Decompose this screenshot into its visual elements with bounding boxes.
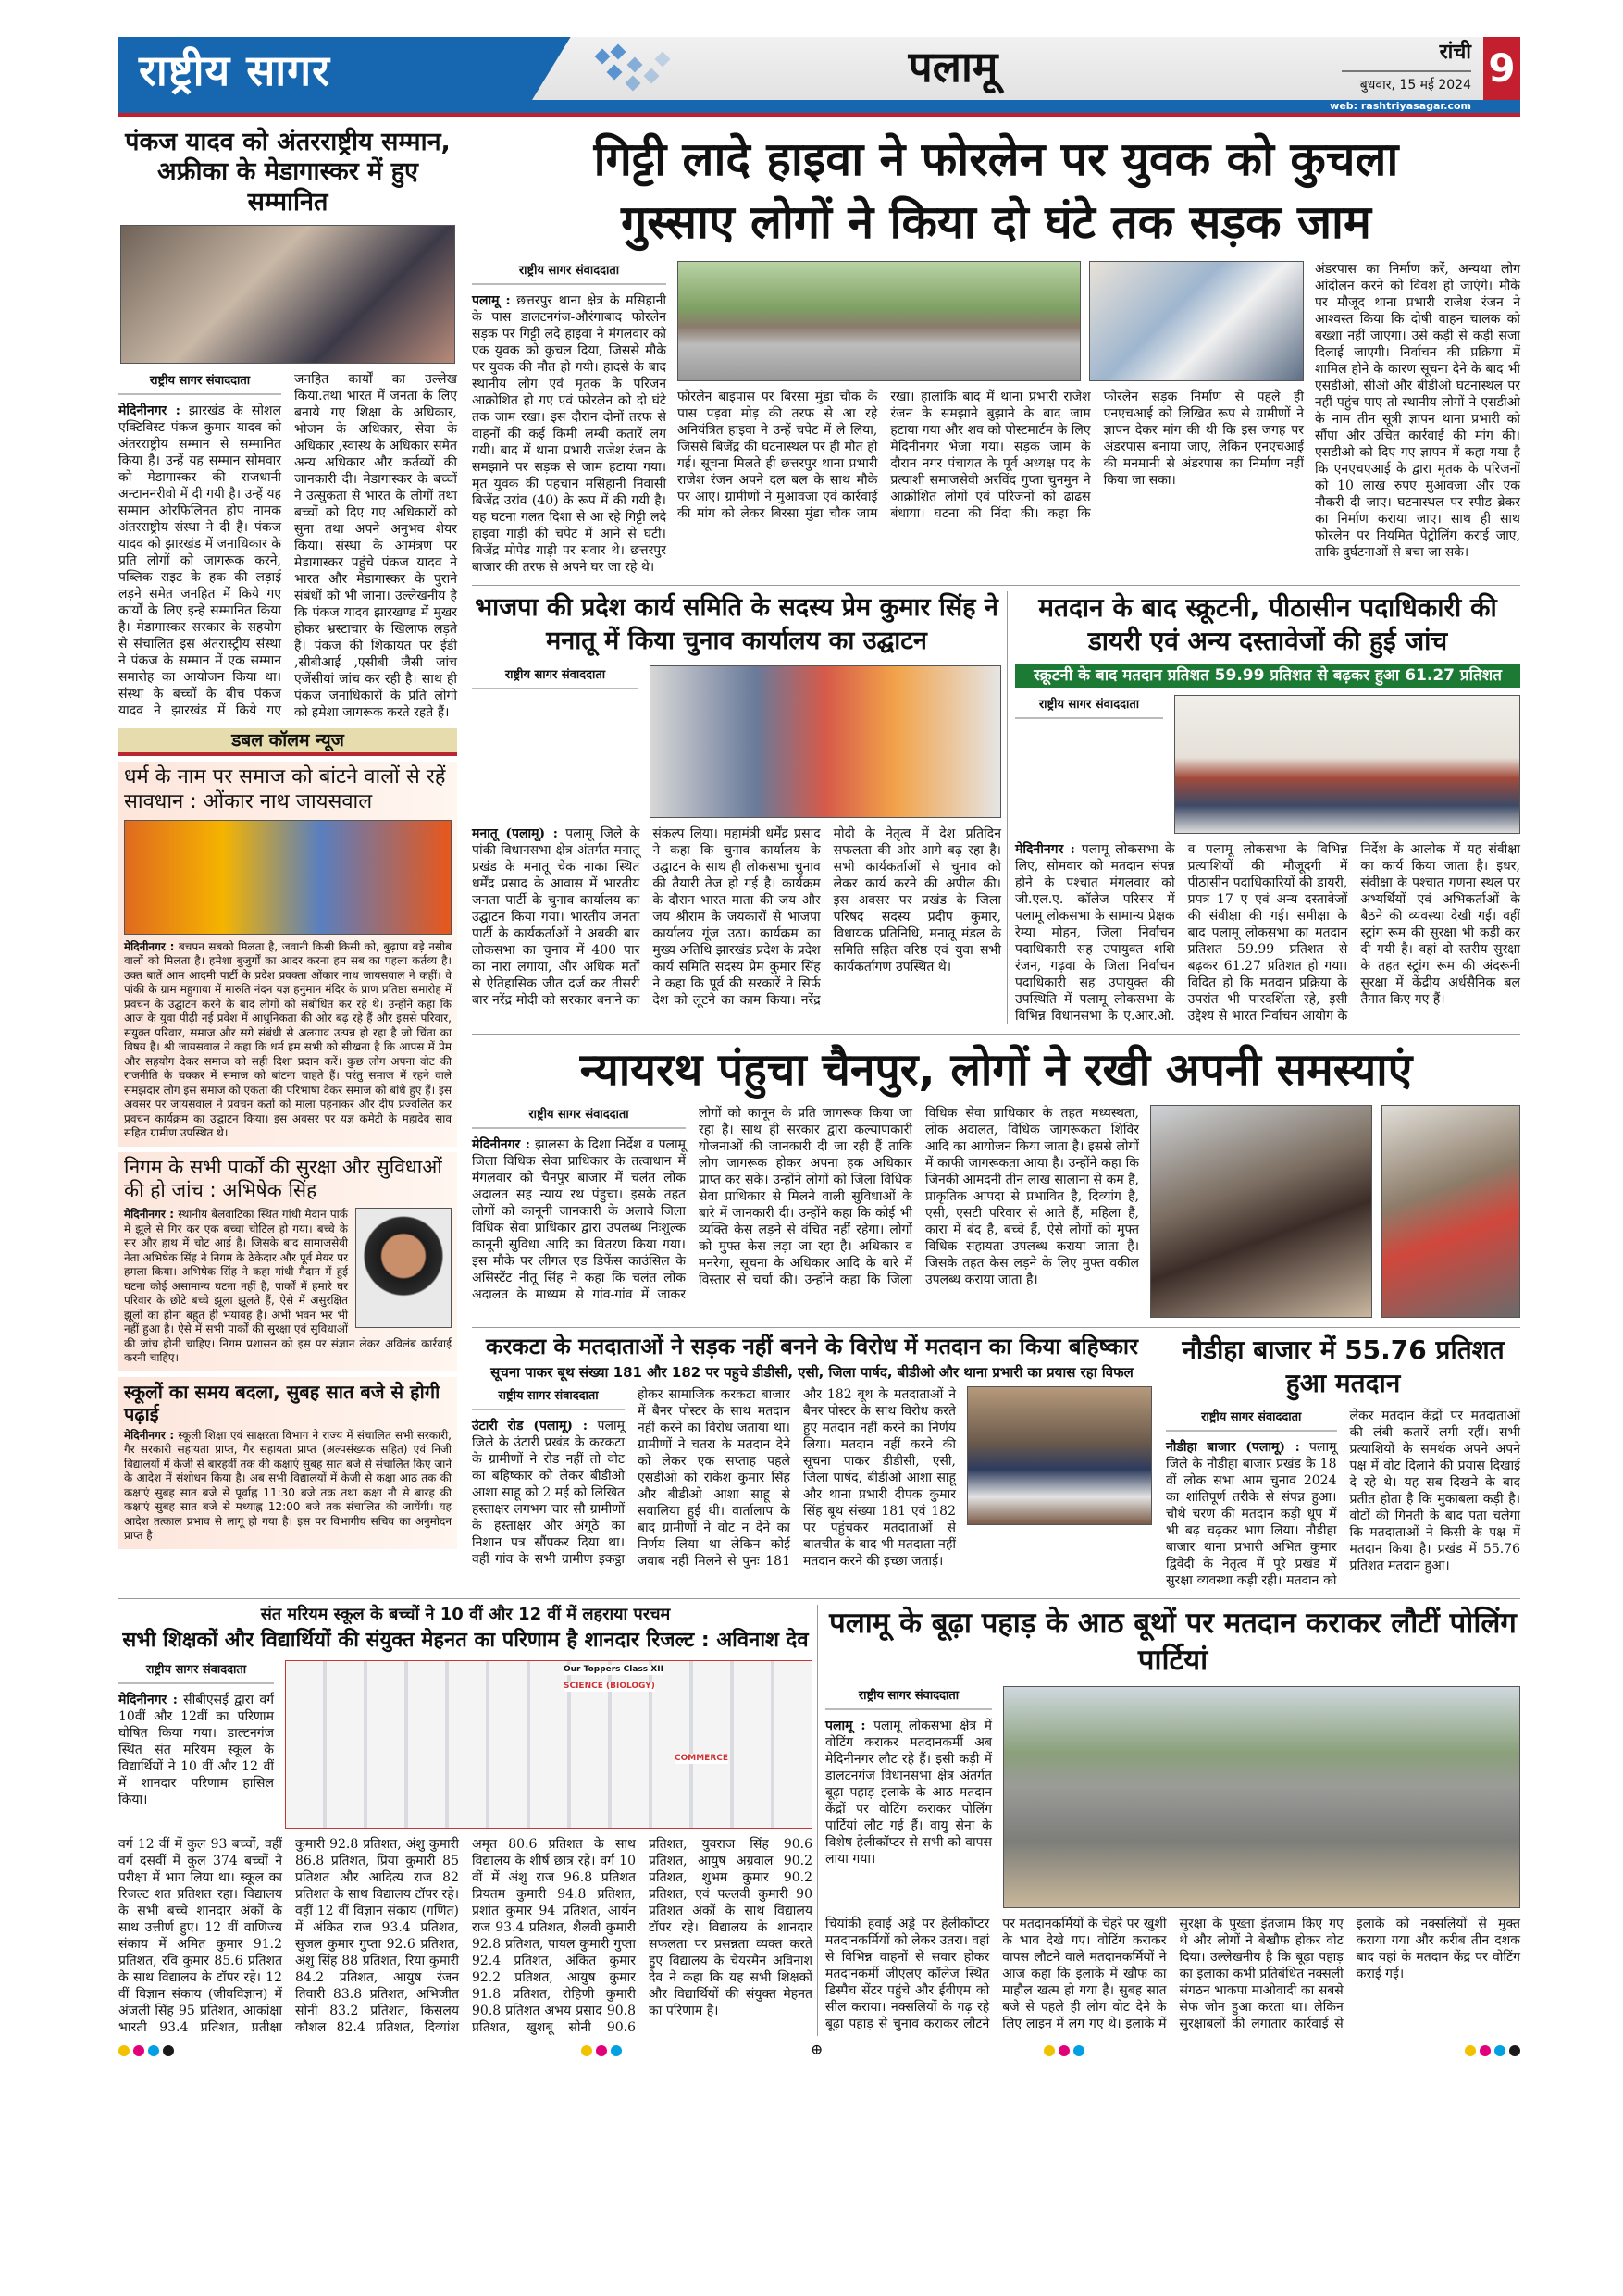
headline-pankaj: पंकज यादव को अंतरराष्ट्रीय सम्मान, अफ्रीका के मेडागास्कर में हुए सम्मानित [125,128,451,217]
registration-dot [1494,2045,1505,2056]
lead-headline-line-2: गुस्साए लोगों ने किया दो घंटे तक सड़क जाम [621,195,1371,249]
crosshair-icon: ⊕ [811,2040,824,2058]
left-column [118,128,465,1589]
byline: राष्ट्रीय सागर संवाददाता [118,1660,274,1684]
registration-dot [1059,2045,1070,2056]
dharm-story-box [118,762,457,1147]
photo-office-inauguration [650,665,1001,818]
lead-headline [472,128,1520,254]
kicker-santmariyam: संत मरियम स्कूल के बच्चों ने 10 वीं और 12 वीं में लहराया परचम [260,1605,671,1624]
body-text: सीबीएसई द्वारा वर्ग 10वीं और 12वीं का परिणाम घोषित किया गया। डाल्टनगंज स्थित संत मरियम स्कूल के विद्यार्थियों ने 10 वीं और 12 वीं में शानदार परिणाम हासिल किया। [118,1692,274,1807]
registration-dot [596,2045,607,2056]
body-text: पलामू जिले के पांकी विधानसभा क्षेत्र अंतर्गत मनातू प्रखंड के मनातू चेक नाका स्थित धर्मेंद्र प्रसाद के आवास में भारतीय जनता पार्टी के चुनाव कार्यालय का उद्घाटन किया गया। भारतीय जनता पार्टी के कार्यकर्ताओं ने अबकी बार लोकसभा का चुनाव में 400 पार का नारा लगाया, और अधिक मतों से ऐतिहासिक जीत दर्ज कर तीसरी बार नरेंद्र मोदी को सरकार बनाने का संकल्प लिया। महामंत्री धर्मेंद्र प्रसाद ने कहा कि चुनाव कार्यालय के उद्घाटन के साथ ही लोकसभा चुनाव की तैयारी तेज हो गई है। कार्यक्रम के दौरान भारत माता की जय और जय श्रीराम के जयकारों से भाजपा कार्यालय गूंज उठा। कार्यक्रम का मुख्य अतिथि झारखंड प्रदेश के प्रदेश कार्य समिति सदस्य प्रेम कुमार सिंह ने कहा कि पूर्व की सरकारें ने सिर्फ देश को लूटने का काम किया। नरेंद्र मोदी के नेतृत्व में देश प्रतिदिन सफलता की ओर आगे बढ़ रहा है। सभी कार्यकर्ताओं से चुनाव को लेकर कार्य करने की अपील की। इस अवसर पर प्रखंड के जिला परिषद सदस्य प्रदीप कुमार, विधायक प्रतिनिधि, मनातू मंडल के समिति सहित वरिष्ठ एवं युवा सभी कार्यकर्तागण उपस्थित थे। [472,826,1001,1008]
registration-dot [148,2045,159,2056]
photo-helicopter-polling-party [1003,1686,1520,1908]
story-body-naudiha [1166,1408,1520,1589]
story-body-dharm [124,940,452,1141]
dateline: नौडीहा बाजार (पलामू) : [1166,1440,1300,1455]
story-body-lead-cont [677,389,1304,522]
photo-dharm-event [124,820,452,935]
story-body-lead [472,292,666,576]
lead-story [472,128,1520,576]
nigam-story-box [118,1152,457,1371]
board-title: Our Toppers Class XII [564,1664,663,1674]
color-registration-strip [118,2040,1520,2058]
body-text: पलामू जिले के नौडीहा बाजार प्रखंड के 18 वीं लोक सभा आम चुनाव 2024 का शांतिपूर्ण तरीके से संपन्न हुआ। चौथे चरण की मतदान कड़ी धूप में भी बढ़ चढ़कर भाग लिया। नौडीहा बाजार थाना प्रभारी अभित कुमार द्विवेदी के नेतृत्व में पूरे प्रखंड में सुरक्षा व्यवस्था कड़ी रही। मतदान को लेकर मतदान केंद्रों पर मतदाताओं की लंबी कतारें लगी रहीं। सभी प्रत्याशियों के समर्थक अपने अपने पक्ष में वोट दिलाने की प्रयास दिखाई दे रहे थे। यह सब दिखने के बाद प्रतीत होता है कि मुकाबला कड़ी है। वोटों की गिनती के बाद पता चलेगा कि मतदाताओं ने किसी के पक्ष में मतदान किया है। प्रखंड में 55.76 प्रतिशत मतदान हुआ। [1166,1409,1520,1588]
karkata-story [472,1334,1152,1589]
budhapahad-story [817,1605,1520,2036]
dateline: पलामू : [825,1719,866,1733]
registration-dot [1044,2045,1055,2056]
dateline: मेदिनीनगर : [124,1428,175,1442]
headline-dharm: धर्म के नाम पर समाज को बांटने वालों से रहें सावधान : ओंकार नाथ जायसवाल [124,765,446,813]
dateline: पलामू : [472,293,511,308]
registration-dot [163,2045,174,2056]
dateline: मनातू (पलामू) : [472,826,558,841]
dateline: उंटारी रोड (पलामू) : [472,1418,588,1433]
body-text: पलामू लोकसभा के लिए, सोमवार को मतदान संपन्न होने के पश्चात मंगलवार को जी.एल.ए. कॉलेज परिसर में पलामू लोकसभा के सामान्य प्रेक्षक रेम्या मोहन, जिला निर्वाचन पदाधिकारी सह उपायुक्त शशि रंजन, गढ़वा के जिला निर्वाचन पदाधिकारी सह उपायुक्त की उपस्थिति में पलामू लोकसभा के विभिन्न विधानसभा के ए.आर.ओ. व पलामू लोकसभा के विभिन्न प्रत्याशियों की मौजूदगी में पीठासीन पदाधिकारियों की डायरी, प्रपत्र 17 ए एवं अन्य दस्तावेजों की संवीक्षा की गई। समीक्षा के बाद पलामू लोकसभा का मतदान प्रतिशत 59.99 प्रतिशत से बढ़कर 61.27 प्रतिशत हो गया। विदित हो कि मतदान प्रक्रिया के उपरांत भी पारदर्शिता रहे, इसी उद्देश्य से भारत निर्वाचन आयोग के निर्देश के आलोक में यह संवीक्षा का कार्य किया जाता है। इधर, संवीक्षा के पश्चात गणना स्थल पर अभ्यर्थियों एवं अभिकर्ताओं के बैठने की व्यवस्था देखी गई। वहीं स्ट्रांग रूम की सुरक्षा भी कड़ी कर दी गयी है। वहां दो स्तरीय सुरक्षा के तहत स्ट्रांग रूम की अंदरूनी सुरक्षा में केंद्रीय अर्धसैनिक बल तैनात किए गए हैं। [1015,842,1520,1024]
story-body-santmariyam [118,1692,274,1808]
story-body-lead-right [1315,261,1520,576]
photo-road-blockade [677,261,1081,381]
byline: राष्ट्रीय सागर संवाददाता [1015,695,1163,719]
diamond-pattern-icon [592,46,675,93]
registration-dot [1480,2045,1491,2056]
dateline: मेदिनीनगर : [124,1208,175,1222]
headline-school-time: स्कूलों का समय बदला, सुबह सात बजे से होगी पढ़ाई [124,1380,440,1425]
story-body-school-time [124,1429,452,1544]
masthead [118,37,1520,117]
scrutiny-story [1007,591,1520,1024]
registration-dot [611,2045,622,2056]
story-body-karkata [472,1386,956,1570]
divider [1342,70,1471,72]
dateline: मेदिनीनगर : [1015,842,1075,857]
scrutiny-banner: स्क्रूटनी के बाद मतदान प्रतिशत 59.99 प्रतिशत से बढ़कर हुआ 61.27 प्रतिशत [1015,664,1520,688]
nyayrath-story [472,1034,1520,1318]
byline: राष्ट्रीय सागर संवाददाता [472,261,666,285]
photo-memorandum [1089,261,1304,381]
photo-nyayrath-villagers [1381,1105,1520,1318]
naudiha-story [1158,1334,1520,1589]
divider [118,113,1520,117]
board-commerce: COMMERCE [675,1753,728,1763]
headline-nyayrath: न्यायरथ पंहुचा चैनपुर, लोगों ने रखी अपनी समस्याएं [579,1044,1413,1096]
body-text: छत्तरपुर थाना क्षेत्र के मसिहानी के पास डालटनगंज-औरंगाबाद फोरलेन सड़क पर गिट्टी लदे हाइवा ने मंगलवार को एक युवक को कुचल दिया, जिससे मौके पर युवक की मौत हो गयी। हादसे के बाद स्थानीय लोग एवं मृतक के परिजन आक्रोशित हो गए एवं फोरलेन को दो घंटे तक जाम रखा। इस दौरान दोनों तरफ से वाहनों की कई किमी लम्बी कतारें लग गयी। बाद में थाना प्रभारी राजेश रंजन के समझाने पर सड़क से जाम हटाया गया। मृत युवक की पहचान मसिहानी निवासी बिजेंद्र उरांव (40) के रूप में की गयी है। यह घटना गलत दिशा से आ रहे गिट्टी लदे हाइवा गाड़ी की चपेट में आने से घटी। बिजेंद्र मोपेड गाड़ी पर सवार थे। छत्तरपुर बाजार की तरफ से अपने घर जा रहे थे। [472,293,667,575]
dateline: मेदिनीनगर : [472,1137,530,1152]
photo-abhishek-singh [355,1208,452,1328]
school-time-story-box [118,1377,457,1549]
byline: राष्ट्रीय सागर संवाददाता [1166,1408,1337,1432]
body-text: अंडरपास का निर्माण करें, अन्यथा लोग आंदोलन करने को विवश हो जाएंगे। मौके पर मौजूद थाना प्रभारी राजेश रंजन ने आश्वस्त किया कि दोषी वाहन चालक को बख्शा नहीं जाएगा। उसे कड़ी से कड़ी सजा दिलाई जाएगी। निर्वाचन की प्रक्रिया में शामिल होने के कारण सूचना देने के बाद भी एसडीओ, सीओ और बीडीओ घटनास्थल पर नहीं पहुंच पाए तो स्थानीय लोगों ने एसडीओ के नाम तीन सूत्री ज्ञापन थाना प्रभारी को सौंपा और उचित कार्रवाई की मांग की। एसडीओ को दिए गए ज्ञापन में कहा गया है कि एनएचएआई के द्वारा मृतक के परिजनों को 10 लाख रुपए मुआवजा और एक नौकरी दी जाए। घटनास्थल पर स्पीड ब्रेकर का निर्माण कराया जाए। साथ ही साथ फोरलेन पर नियमित पेट्रोलिंग कराई जाए, ताकि दुर्घटनाओं से बचा जा सके। [1315,262,1520,560]
body-text: फोरलेन बाइपास पर बिरसा मुंडा चौक के पास पड़वा मोड़ की तरफ से आ रहे अनियंत्रित हाइवा ने उन्हें चपेट में ले लिया, जिससे बिजेंद्र की घटनास्थल पर ही मौत हो गई। सूचना मिलते ही छत्तरपुर थाना प्रभारी राजेश रंजन अपने दल बल के साथ मौके पर आए। ग्रामीणों ने मुआवजा एवं कार्रवाई की मांग को लेकर बिरसा मुंडा चौक जाम रखा। हालांकि बाद में थाना प्रभारी राजेश रंजन के समझाने बुझाने के बाद जाम हटाया गया और शव को पोस्टमार्टम के लिए मेदिनीनगर भेजा गया। सड़क जाम के दौरान नगर पंचायत के पूर्व अध्यक्ष पद के प्रत्याशी समाजसेवी अरविंद गुप्ता चुनमुन ने आक्रोशित लोगों एवं परिजनों को ढाढस बंधाया। घटना की निंदा की। कहा कि फोरलेन सड़क निर्माण से पहले ही एनएचआई को लिखित रूप से ग्रामीणों ने ज्ञापन देकर मांग की थी कि इस जगह पर अंडरपास बनाया जाए, लेकिन एनएचआई की मनमानी से अंडरपास का निर्माण नहीं किया जा सका। [677,390,1304,521]
headline-scrutiny: मतदान के बाद स्क्रूटनी, पीठासीन पदाधिकारी की डायरी एवं अन्य दस्तावेजों की हुई जांच [1038,592,1497,656]
body-text: पलामू जिले के उंटारी प्रखंड के करकटा के ग्रामीणों ने रोड नहीं तो वोट का बहिष्कार को लेकर बीडीओ आशा साहू को 2 मई को लिखित हस्ताक्षर लगभग चार सौ ग्रामीणों के हस्ताक्षर और अंगूठे का निशान पत्र सौंपकर दिया था। वहीं गांव के सभी ग्रामीण इकट्ठा होकर सामाजिक करकटा बाजार में बैनर पोस्टर के साथ मतदान नहीं करने का विरोध जताया था। ग्रामीणों ने चतरा के मतदान देने को लेकर एक सप्ताह पहले एसडीओ को राकेश कुमार सिंह और बीडीओ आशा साहू से सवालिया हुई थी। वार्तालाप के बाद ग्रामीणों ने वोट न देने का निर्णय लिया था लेकिन कोई जवाब नहीं मिलने से पुनः 181 और 182 बूथ के मतदाताओं ने बैनर पोस्टर के साथ विरोध करते हुए मतदान नहीं करने का निर्णय लिया। मतदान नहीं करने की सूचना पाकर डीडीसी, एसी, जिला पार्षद, बीडीओ आशा साहू और थाना प्रभारी दीपक कुमार सिंह बूथ संख्या 181 एवं 182 पर पहुंचकर मतदाताओं से बातचीत के बाद भी मतदाता नहीं मतदान करने की इच्छा जताई। [472,1386,956,1569]
byline: राष्ट्रीय सागर संवाददाता [472,1105,686,1129]
registration-dot [133,2045,144,2056]
registration-dot [118,2045,130,2056]
registration-dot [1509,2045,1520,2056]
bjp-story [472,591,1001,1024]
headline-budhapahad: पलामू के बूढ़ा पहाड़ के आठ बूथों पर मतदान कराकर लौटीं पोलिंग पार्टियां [829,1607,1517,1677]
website-link[interactable]: web: rashtriyasagar.com [1330,100,1471,112]
santmariyam-story [118,1605,812,2036]
body-text: वर्ग 12 वीं में कुल 93 बच्चों, वहीं वर्ग दसवीं में कुल 374 बच्चों ने परीक्षा में भाग लिया था। स्कूल का रिजल्ट शत प्रतिशत रहा। विद्यालय के सभी बच्चे शानदार अंकों के साथ उत्तीर्ण हुए। 12 वीं वाणिज्य संकाय में अमित कुमार 91.2 प्रतिशत, रवि कुमार 85.6 प्रतिशत के साथ विद्यालय के टॉपर रहे। 12 वीं विज्ञान संकाय (जीवविज्ञान) में अंजली सिंह 95 प्रतिशत, आकांक्षा भारती 93.4 प्रतिशत, प्रतीक्षा कुमारी 92.8 प्रतिशत, अंशु कुमारी 86.8 प्रतिशत, प्रिया कुमारी 85 प्रतिशत और आदित्य राज 82 प्रतिशत के साथ विद्यालय टॉपर रहे। वहीं 12 वीं विज्ञान संकाय (गणित) में अंकित राज 93.4 प्रतिशत, सुजल कुमार गुप्ता 92.6 प्रतिशत, अंशु सिंह 88 प्रतिशत, रिया कुमारी 84.2 प्रतिशत, आयुष रंजन तिवारी 83.8 प्रतिशत, अभिजीत सोनी 83.2 प्रतिशत, किसलय कौशल 82.4 प्रतिशत, दिव्यांश अमृत 80.6 प्रतिशत के साथ विद्यालय के शीर्ष छात्र रहे। वर्ग 10 वीं में अंशु राज 96.8 प्रतिशत प्रियतम कुमारी 94.8 प्रतिशत, प्रशांत कुमार 94 प्रतिशत, आर्यन राज 93.4 प्रतिशत, शैलवी कुमारी 92.8 प्रतिशत, पायल कुमारी गुप्ता 92.4 प्रतिशत, अंकित कुमार 92.2 प्रतिशत, आयुष कुमार 91.8 प्रतिशत, रोहिणी कुमारी 90.8 प्रतिशत अभय प्रसाद 90.8 प्रतिशत, खुशबू सोनी 90.6 प्रतिशत, युवराज सिंह 90.6 प्रतिशत, आयुष अग्रवाल 90.2 प्रतिशत, शुभम कुमार 90.2 प्रतिशत, एवं पल्लवी कुमारी 90 प्रतिशत अंकों के साथ विद्यालय टॉपर रहे। विद्यालय के शानदार सफलता पर प्रसन्नता व्यक्त करते हुए विद्यालय के चेयरमैन अविनाश देव ने कहा कि यह सभी शिक्षकों और विद्यार्थियों की संयुक्त मेहनत का परिणाम है। [118,1836,812,2035]
photo-scrutiny-meeting [1174,695,1520,834]
photo-nyayrath-camp [1150,1105,1372,1318]
byline: राष्ट्रीय सागर संवाददाता [825,1686,992,1710]
byline: राष्ट्रीय सागर संवाददाता [472,665,638,689]
page-number: 9 [1483,37,1520,100]
toppers-result-board [285,1660,812,1829]
byline: राष्ट्रीय सागर संवाददाता [472,1386,625,1410]
edition-city: रांची [1439,41,1471,64]
lead-headline-line-1: गिट्टी लादे हाइवा ने फोरलेन पर युवक को कुचला [593,132,1399,186]
double-column-news-label: डबल कॉलम न्यूज [118,728,457,756]
story-body-budhapahad [825,1718,992,1868]
body-text: बचपन सबको मिलता है, जवानी किसी किसी को, बुढ़ापा बड़े नसीब वालों को मिलता है। हमेशा बुजुर्गों का आदर करना हम सब का पहला कर्तव्य है। उक्त बातें आम आदमी पार्टी के प्रदेश प्रवक्ता ओंकार नाथ जायसवाल ने कहीं। वे पांकी के ग्राम महुगावा में मारुति नंदन यज्ञ हनुमान मंदिर के प्राण प्रतिष्ठा समारोह में प्रवचन के उद्घाटन करने के बाद लोगों को संबोधित कर रहे थे। उन्होंने कहा कि आज के युवा पीढ़ी नई प्रवेश में आधुनिकता की ओर बढ़ रहे हैं और इससे परिवार, संयुक्त परिवार, समाज और सगे संबंधी से अलगाव उत्पन्न हो रहा है जो चिंता का विषय है। श्री जायसवाल ने कहा कि धर्म हम सभी को सीखना है कि आपस में प्रेम और सहयोग देकर समाज को सही दिशा प्रदान करें। कुछ लोग अपना वोट की राजनीति के चक्कर में समाज को बांटना चाहते हैं। परंतु समाज में रहने वाले समझदार लोग इस समाज को एकता की परिभाषा देकर समाज को बांधे हुए हैं। इस अवसर पर जायसवाल ने प्रवचन कर्ता को माला पहनाकर और दीप प्रज्वलित कर प्रवचन कार्यक्रम का उद्घाटन किया। इस अवसर पर यज्ञ कमेटी के महादेव साव सहित ग्रामीण उपस्थित थे। [124,939,452,1140]
body-text: झालसा के दिशा निर्देश व पलामू जिला विधिक सेवा प्राधिकार के तत्वाधान में मंगलवार को चैनपुर बाजार में चलंत लोक अदालत सह न्याय रथ पंहुचा। इसके तहत लोगों को कानूनी जानकारी के अलावे जिला विधिक सेवा प्राधिकार द्वारा उपलब्ध निःशुल्क कानूनी सुविधा आदि का वितरण किया गया। इस मौके पर लीगल एड डिफेंस काउंसिल के असिस्टेंट नीतू सिंह ने कहा कि चलंत लोक अदालत के माध्यम से गांव-गांव में जाकर लोगों को कानून के प्रति जागरूक किया जा रहा है। साथ ही सरकार द्वारा कल्याणकारी योजनाओं की जानकारी दी जा रही हैं ताकि लोग जागरूक होकर अपना हक अधिकार प्राप्त कर सके। उन्होंने लोगों को जिला विधिक सेवा प्राधिकार से मिलने वाली सुविधाओं के बारे में जानकारी दी। उन्होंने कहा कि कोई भी व्यक्ति केस लड़ने से वंचित नहीं रहेगा। लोगों को मुफ्त केस लड़ा जा रहा है। अधिकार व मनरेगा, सूचना के अधिकार आदि के बारे में विस्तार से चर्चा की। उन्होंने कहा कि जिला विधिक सेवा प्राधिकार के तहत मध्यस्थता, लोक अदालत, विधिक जागरूकता शिविर आदि का आयोजन किया जाता है। इससे लोगों में काफी जागरूकता आया है। उन्होंने कहा कि जिनकी आमदनी तीन लाख सालाना से कम है, प्राकृतिक आपदा से प्रभावित है, दिव्यांग है, एसी, एसटी परिवार से आते हैं, महिला हैं, कारा में बंद है, बच्चे हैं, ऐसे लोगों को मुफ्त विधिक सहायता उपलब्ध कराया जाता है। जिसके तहत केस लड़ने के लिए मुफ्त वकील उपलब्ध कराया जाता है। [472,1106,1139,1302]
registration-dot [1465,2045,1476,2056]
headline-nigam: निगम के सभी पार्कों की सुरक्षा और सुविधाओं की हो जांच : अभिषेक सिंह [124,1155,442,1202]
photo-karkata-protest [967,1386,1152,1525]
subhead-karkata: सूचना पाकर बूथ संख्या 181 और 182 पर पहुचे डीडीसी, एसी, जिला पार्षद, बीडीओ और थाना प्रभारी का प्रयास रहा विफल [490,1363,1134,1381]
dateline: मेदिनीनगर : [124,939,175,953]
story-body-nyayrath [472,1105,1139,1318]
board-science: SCIENCE (BIOLOGY) [564,1681,655,1691]
body-text: झारखंड के सोशल एक्टिविस्ट पंकज कुमार यादव को अंतरराष्ट्रीय सम्मान से सम्मानित किया है। उन्हें यह सम्मान सोमवार को मेडागास्कर की राजधानी अन्टाननरीवो में दी गयी है। उन्हें यह सम्मान ओरफिलिनत होप नामक अंतरराष्ट्रीय संस्था ने दी है। पंकज यादव को झारखंड में जनाधिकार के प्रति लोगों को जागरूक करने, पब्लिक राइट के हक की लड़ाई लड़ने समेत जनहित में किये गए कार्यों के लिए इन्हे सम्मानित किया है। मेडागास्कर सरकार के सहयोग से संचालित इस अंतरास्ट्रीय संस्था ने पंकज के सम्मान में एक सम्मान समारोह का आयोजन किया था। संस्था के बच्चों के बीच पंकज यादव ने झारखंड में किये गए जनहित कार्यों का उल्लेख किया.तथा भारत में जनता के लिए बनाये गए शिक्षा के अधिकार, भोजन के अधिकार, सेवा के अधिकार ,स्वास्थ के अधिकार समेत अन्य अधिकार और कर्तव्यों की जानकारी दी। मेडागास्कर के बच्चों ने उत्सुकता से भारत के लोगों तथा बच्चों को दिए गए अधिकारों को सुना तथा अपने अनुभव शेयर किया। संस्था के आमंत्रण पर मेडागास्कर पहुंचे पंकज यादव ने भारत और मेडागास्कर के पुराने संबंधों को भी जाना। उल्लेखनीय है कि पंकज यादव झारखण्ड में मुखर होकर भ्रस्टाचार के खिलाफ लड़ते हैं। पंकज की शिकायत पर ईडी ,सीबीआई ,एसीबी जैसी जांच एजेंसीयां जांच कर रही है। साथ ही पंकज जनाधिकारों के प्रति लोगो को हमेशा जागरूक करते रहते हैं। [118,372,457,721]
byline: राष्ट्रीय सागर संवाददाता [118,371,281,395]
story-body-scrutiny [1015,841,1520,1024]
headline-bjp: भाजपा की प्रदेश कार्य समिति के सदस्य प्रेम कुमार सिंह ने मनातू में किया चुनाव कार्यालय का उद्घाटन [475,593,998,655]
registration-dot [1073,2045,1084,2056]
story-body-pankaj [118,371,457,721]
section-title: पलामू [908,42,998,92]
headline-naudiha: नौडीहा बाजार में 55.76 प्रतिशत हुआ मतदान [1182,1334,1505,1398]
headline-karkata: करकटा के मतदाताओं ने सड़क नहीं बनने के विरोध में मतदान का किया बहिष्कार [486,1334,1138,1359]
body-text: चियांकी हवाई अड्डे पर हेलीकॉप्टर मतदानकर्मियों को लेकर उतरा। वहां से विभिन्न वाहनों से सवार होकर मतदानकर्मी जीएलए कॉलेज स्थित डिस्पैच सेंटर पहुंचे और ईवीएम को सील कराया। नक्सलियों के गढ़ रहे बूढ़ा पहाड़ से चुनाव कराकर लौटने पर मतदानकर्मियों के चेहरे पर खुशी के भाव देखे गए। वोटिंग कराकर वापस लौटने वाले मतदानकर्मियों ने आज कहा कि इलाके में खौफ का माहौल खत्म हो गया है। सुबह सात बजे से पहले ही लोग वोट देने के लिए लाइन में लग गए थे। इलाके में सुरक्षा के पुख्ता इंतजाम किए गए थे और लोगों ने बेखौफ होकर वोट दिया। उल्लेखनीय है कि बूढ़ा पहाड़ का इलाका कभी प्रतिबंधित नक्सली संगठन भाकपा माओवादी का सबसे सेफ जोन हुआ करता था। लेकिन सुरक्षाबलों की लगातार कार्रवाई से इलाके को नक्सलियों से मुक्त कराया गया और करीब तीन दशक बाद यहां के मतदान केंद्र पर वोटिंग कराई गई। [825,1917,1520,2031]
photo-pankaj-with-children [120,225,455,364]
registration-dot [581,2045,592,2056]
dateline: मेदिनीनगर : [118,403,180,419]
dateline: मेदिनीनगर : [118,1692,178,1707]
story-body-nigam [124,1208,452,1366]
story-body-bjp [472,825,1001,1009]
body-text: स्कूली शिक्षा एवं साक्षरता विभाग ने राज्य में संचालित सभी सरकारी, गैर सरकारी सहायता प्राप्त, गैर सहायता प्राप्त (अल्पसंख्यक सहित) एवं निजी विद्यालयों में केजी से बारहवीं तक की कक्षाएं सुबह सात बजे से संचालित किए जाने के आदेश में संशोधन किया है। अब सभी विद्यालयों में केजी से कक्षा आठ तक की कक्षाएं सुबह सात बजे से पूर्वाह्न 11:30 बजे तक तथा कक्षा नौ से बारह की कक्षाएं सुबह सात बजे से मध्याह्न 12:00 बजे तक संचालित की जायेंगी। यह आदेश तत्काल प्रभाव से लागू हो गया है। इस पर विभागीय सचिव का अनुमोदन प्राप्त है। [124,1428,452,1543]
edition-date: बुधवार, 15 मई 2024 [1359,78,1471,93]
story-body-budhapahad-cont [825,1916,1520,2032]
story-body-santmariyam-cont [118,1836,812,2036]
newspaper-logo: राष्ट्रीय सागर [139,45,330,95]
body-text: स्थानीय बेलवाटिका स्थित गांधी मैदान पार्क में झूले से गिर कर एक बच्चा चोटिल हो गया। बच्चे के सर और हाथ में चोट आई है। जिसके बाद सामाजसेवी नेता अभिषेक सिंह ने निगम के ठेकेदार और पूर्व मेयर पर हमला किया। अभिषेक सिंह ने कहा गांधी मैदान में हुई घटना कोई असामान्य घटना नहीं है, पार्कों में हमारे घर परिवार के छोटे बच्चे झूला झूलते हैं, ऐसे में असुरक्षित झूलों का होना बहुत ही भयावह है। अभी भवन भर भी नहीं हुआ है। ऐसे में सभी पार्कों की सुरक्षा एवं सुविधाओं की जांच होनी चाहिए। निगम प्रशासन को इस पर संज्ञान लेकर अविलंब कार्रवाई करनी चाहिए। [124,1208,452,1365]
body-text: पलामू लोकसभा क्षेत्र में वोटिंग कराकर मतदानकर्मी अब मेदिनीनगर लौट रहे हैं। इसी कड़ी में डालटनगंज विधानसभा क्षेत्र अंतर्गत बूढ़ा पहाड़ इलाके के आठ मतदान केंद्रों पर वोटिंग कराकर पोलिंग पार्टियां लौट गई हैं। वायु सेना के विशेष हेलीकॉप्टर से सभी को वापस लाया गया। [825,1719,993,1867]
headline-santmariyam: सभी शिक्षकों और विद्यार्थियों की संयुक्त मेहनत का परिणाम है शानदार रिजल्ट : अविनाश देव [122,1628,809,1652]
